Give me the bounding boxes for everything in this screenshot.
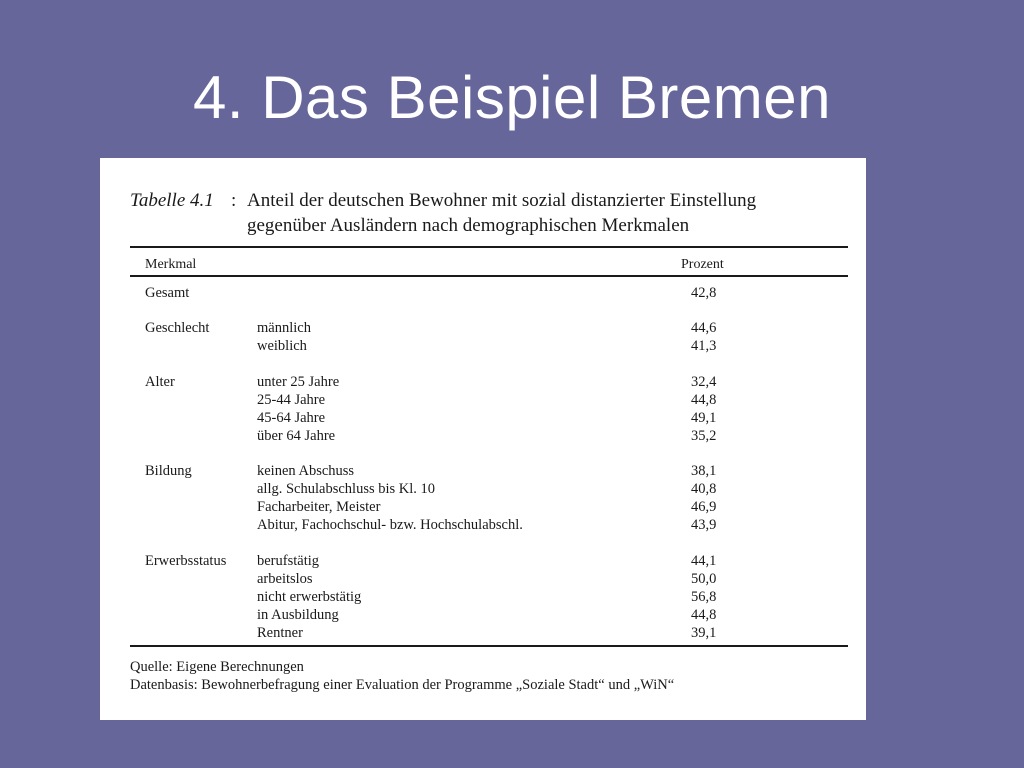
row-item-label: keinen Abschuss — [257, 463, 355, 479]
header-prozent: Prozent — [681, 257, 724, 272]
row-item-label: berufstätig — [257, 553, 320, 569]
row-item-label: nicht erwerbstätig — [257, 589, 362, 605]
row-item-label: 45-64 Jahre — [257, 410, 326, 426]
row-item-label: weiblich — [257, 338, 307, 354]
scanned-table-image — [100, 158, 866, 720]
row-value: 46,9 — [691, 499, 717, 515]
table-row — [100, 373, 866, 391]
header-rule — [130, 275, 848, 277]
table-row — [100, 319, 866, 337]
row-value: 42,8 — [691, 285, 717, 301]
row-item-label: 25-44 Jahre — [257, 392, 326, 408]
row-group-label: Erwerbsstatus — [145, 553, 227, 569]
row-value: 44,8 — [691, 392, 717, 408]
footnote-database: Datenbasis: Bewohnerbefragung einer Evaluation der Programme „Soziale Stadt“ und „WiN“ — [130, 677, 675, 693]
table-row — [100, 337, 866, 355]
row-group-label: Bildung — [145, 463, 192, 479]
caption-line-1: Anteil der deutschen Bewohner mit sozial distanzierter Einstellung — [247, 190, 757, 211]
table-row — [100, 624, 866, 642]
row-item-label: arbeitslos — [257, 571, 313, 587]
row-value: 44,8 — [691, 607, 717, 623]
row-value: 35,2 — [691, 428, 717, 444]
table-row — [100, 606, 866, 624]
caption-label: Tabelle 4.1 — [130, 190, 214, 211]
top-rule — [130, 246, 848, 248]
table-row — [100, 462, 866, 480]
row-item-label: Facharbeiter, Meister — [257, 499, 381, 515]
table-row — [100, 570, 866, 588]
header-merkmal: Merkmal — [145, 257, 197, 272]
row-value: 41,3 — [691, 338, 717, 354]
table-row — [100, 391, 866, 409]
table-row — [100, 409, 866, 427]
table-row — [100, 498, 866, 516]
table-row — [100, 588, 866, 606]
caption-colon: : — [231, 190, 237, 211]
row-item-label: in Ausbildung — [257, 607, 339, 623]
table-row — [100, 427, 866, 445]
row-value: 56,8 — [691, 589, 717, 605]
table-row — [100, 516, 866, 534]
row-item-label: allg. Schulabschluss bis Kl. 10 — [257, 481, 436, 497]
row-value: 40,8 — [691, 481, 717, 497]
table-row — [100, 552, 866, 570]
row-value: 49,1 — [691, 410, 717, 426]
caption-line-2: gegenüber Ausländern nach demographischen Merkmalen — [247, 215, 690, 236]
row-item-label: Abitur, Fachochschul- bzw. Hochschulabschl. — [257, 517, 523, 533]
row-value: 50,0 — [691, 571, 717, 587]
row-item-label: Rentner — [257, 625, 303, 641]
footnote-source: Quelle: Eigene Berechnungen — [130, 659, 304, 675]
row-value: 32,4 — [691, 374, 717, 390]
row-value: 38,1 — [691, 463, 717, 479]
row-value: 39,1 — [691, 625, 717, 641]
row-item-label: unter 25 Jahre — [257, 374, 340, 390]
row-item-label: männlich — [257, 320, 311, 336]
row-group-label: Alter — [145, 374, 175, 390]
row-value: 43,9 — [691, 517, 717, 533]
row-item-label: über 64 Jahre — [257, 428, 336, 444]
table-row — [100, 480, 866, 498]
bottom-rule — [130, 645, 848, 647]
row-value: 44,6 — [691, 320, 717, 336]
row-value: 44,1 — [691, 553, 717, 569]
slide-title: 4. Das Beispiel Bremen — [193, 64, 831, 131]
caption-text — [247, 188, 847, 238]
row-group-label: Geschlecht — [145, 320, 210, 336]
row-group-label: Gesamt — [145, 285, 190, 301]
table-row — [100, 284, 866, 302]
